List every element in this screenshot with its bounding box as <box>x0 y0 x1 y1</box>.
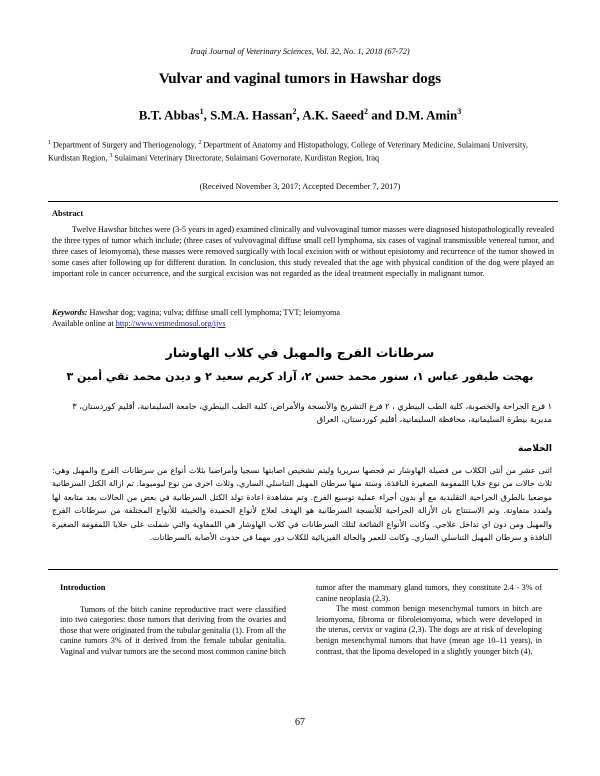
abstract-text: Twelve Hawshar bitches were (3-5 years in aged) examined clinically and vulvovaginal tumor masses were diagnosed histopathologically revealed the three types of tumor which include; (three cases of vulvovaginal diffuse small cell lymphoma, six cases of vaginal transmissible venereal tumor, and three cases of leiomyoma), these masses were removed surgically with local excision with or without episiotomy and recurrence of the tumor showed in some cases after following up for different duration. In conclusion, this study revealed that the age with physical condition of the dog were played an important role in cancer occurrence, and the surgical excision was not regarded as the ideal treatment especially in malignant tumor. <box>52 225 554 278</box>
keywords-text: Hawshar dog; vagina; vulva; diffuse small cell lymphoma; TVT; leiomyoma <box>87 308 341 317</box>
author-name: A.K. Saeed <box>302 107 364 123</box>
paper-title: Vulvar and vaginal tumors in Hawshar dogs <box>158 71 442 87</box>
author-separator: and <box>368 107 396 123</box>
arabic-abstract-heading: الخلاصة <box>518 444 552 454</box>
affiliation-mark: 3 <box>109 152 113 159</box>
body-top-rule <box>48 569 558 570</box>
abstract-top-rule <box>48 201 558 202</box>
introduction-heading: Introduction <box>60 583 106 592</box>
affiliations <box>48 138 558 163</box>
left-column <box>60 583 286 658</box>
available-label: Available online at <box>52 319 116 328</box>
received-dates: (Received November 3, 2017; Accepted December 7, 2017) <box>199 182 401 191</box>
author-affiliation-mark: 1 <box>199 107 204 116</box>
abstract-heading: Abstract <box>52 209 84 218</box>
arabic-affiliations: ١ فرع الجراحة والخصوبة، كلية الطب البيطري ، ٢ فرع التشريح والأنسجة والأمراض، كلية الطب البيطري، جامعة السليمانية، أقليم كوردستان، ٣ مديرية بيطرة السليمانية، محافظة السليمانية، أقليم كوردستان، العراق <box>72 401 552 424</box>
affiliation-text: Department of Anatomy and Histopathology, College of Veterinary Medicine, Sulaimani University, Kurdistan Region, <box>48 140 528 163</box>
available-online <box>52 319 554 328</box>
affiliation-text: Sulaimani Veterinary Directorate, Sulaimani Governorate, Kurdistan Region, Iraq <box>112 153 380 163</box>
continued-paragraph: tumor after the mammary gland tumors, they constitute 2.4 - 3% of canine neoplasia (2,3). <box>316 583 542 603</box>
author-affiliation-mark: 2 <box>364 107 368 116</box>
journal-header: Iraqi Journal of Veterinary Sciences, Vol. 32, No. 1, 2018 (67-72) <box>190 47 410 56</box>
affiliation-mark: 2 <box>198 140 202 146</box>
keywords-label: Keywords: <box>52 308 88 317</box>
keywords <box>52 308 554 319</box>
affiliation-mark: 1 <box>48 140 51 146</box>
author-name: S.M.A. Hassan <box>210 107 293 123</box>
author-affiliation-mark: 3 <box>457 107 462 116</box>
journal-url-link[interactable]: http://www.vetmedmosul.org/ijvs <box>115 319 226 328</box>
body-paragraph: The most common benign mesenchymal tumors in bitch are leiomyoma, fibroma or fibroleiomyoma, which were developed in the uterus, cervix or vagina (2,3). The dogs are at risk of developing benign mesenchymal tumors that have (mean age 10–11 years), in contrast, that the lipoma developed in a slightly younger bitch (4). <box>316 604 542 656</box>
arabic-title: سرطانات الفرج والمهبل في كلاب الهاوشار <box>165 345 435 360</box>
author-separator: , <box>203 107 211 123</box>
author-name: D.M. Amin <box>395 107 458 123</box>
affiliation-text: Department of Surgery and Theriogenology, <box>51 140 199 150</box>
page-number: 67 <box>295 717 305 728</box>
author-name: B.T. Abbas <box>138 107 200 123</box>
author-separator: , <box>296 107 303 123</box>
arabic-authors: بهجت طيفور عباس ١، سنور محمد حسن ٢، آزاد كريم سعيد ٢ و ديدن محمد تقي أمين ٣ <box>66 370 534 383</box>
right-column <box>316 583 542 657</box>
author-affiliation-mark: 2 <box>292 107 297 116</box>
arabic-abstract-text: اثنى عشر من أنثى الكلاب من فصيلة الهاوشار تم فحصها سريريا وليتم تشخيص اصابتها نسجيا وأمراضيا بثلاث أنواع من سرطانات الفرج والمهبل وهي: ثلاث حالات من نوع خلايا اللمفومة الصغيرة النافذة، وستة منها سرطان المهبل التناسلي الساري، وثلاث اخرى من نوع ليوميوما. تم ازالة الكتل السرطانية موضعيا بالطرق الجراحية التقليدية مع أو بدون أجراء عملية توسيع الفرج. وتم مشاهدة اعادة تولد الكتل السرطانية في بعض من الحالات بعد متابعة لها ولمدد متفاوتة. وتم الاستنتاج بان الأزالة الجراحية للأنسجة السرطانية هو الهدف لعلاج لأنواع الحميدة والخبيثة للأنواع المختلفة من سرطانات الفرج والمهبل ومن دون اي تداخل علاجي. وكانت الأنواع الشائعة لتلك السرطانات في كلاب الهاوشار هي اللمفاوية والتي شملت على خلايا اللمفومة الصغيرة النافذة و سرطان المهبل التناسلي الساري. وكانت للعمر والحالة الفيزيائية للكلاب دور مهما في حدوث الأصابة بالسرطانات. <box>52 466 552 543</box>
author-list <box>0 107 600 123</box>
introduction-paragraph: Tumors of the bitch canine reproductive tract were classified into two categories: those tumors that deriving from the ovaries and those that were originated from the tubular genitalia (1). From all the canine tumors 3% of it derived from the female tubular genitalia. Vaginal and vulvar tumors are the second most common canine bitch <box>60 604 287 656</box>
